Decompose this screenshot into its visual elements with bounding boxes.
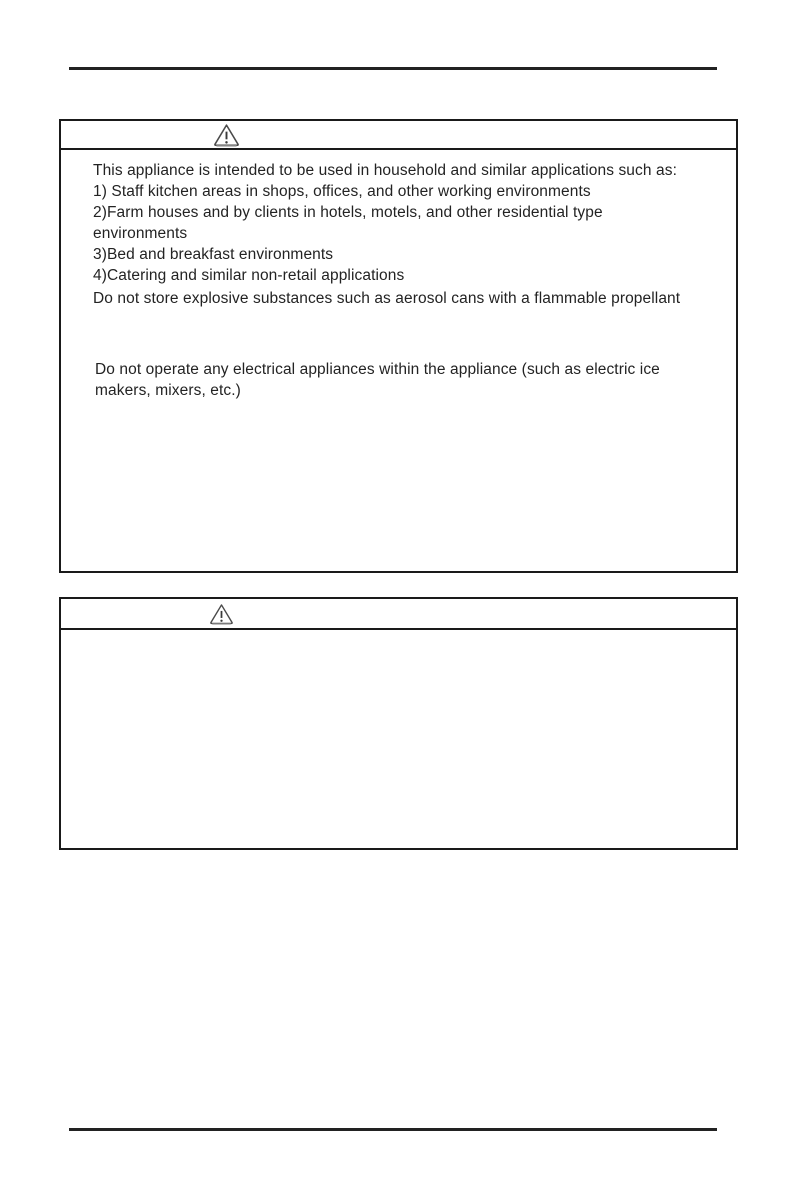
body-line: 2)Farm houses and by clients in hotels, motels, and other residential type — [93, 204, 603, 221]
warning-box-empty — [59, 597, 738, 850]
body-line: 3)Bed and breakfast environments — [93, 246, 334, 263]
body-line: Do not operate any electrical appliances within the appliance (such as electric ice — [95, 361, 660, 378]
warning-box-body — [61, 150, 736, 401]
body-line: This appliance is intended to be used in household and similar applications such as: — [93, 162, 677, 179]
warning-box-header — [61, 599, 736, 630]
body-line: environments — [93, 225, 188, 242]
body-line: makers, mixers, etc.) — [95, 382, 241, 399]
warning-triangle-icon — [209, 603, 234, 625]
top-horizontal-rule — [69, 67, 717, 70]
warning-triangle-icon — [213, 123, 240, 147]
body-line: 1) Staff kitchen areas in shops, offices, and other working environments — [93, 183, 591, 200]
warning-box-household-use — [59, 119, 738, 573]
warning-box-body — [61, 630, 736, 640]
body-line: 4)Catering and similar non-retail applications — [93, 267, 405, 284]
bottom-horizontal-rule — [69, 1128, 717, 1131]
warning-box-header — [61, 121, 736, 150]
body-line: Do not store explosive substances such as aerosol cans with a flammable propellant — [93, 290, 681, 307]
